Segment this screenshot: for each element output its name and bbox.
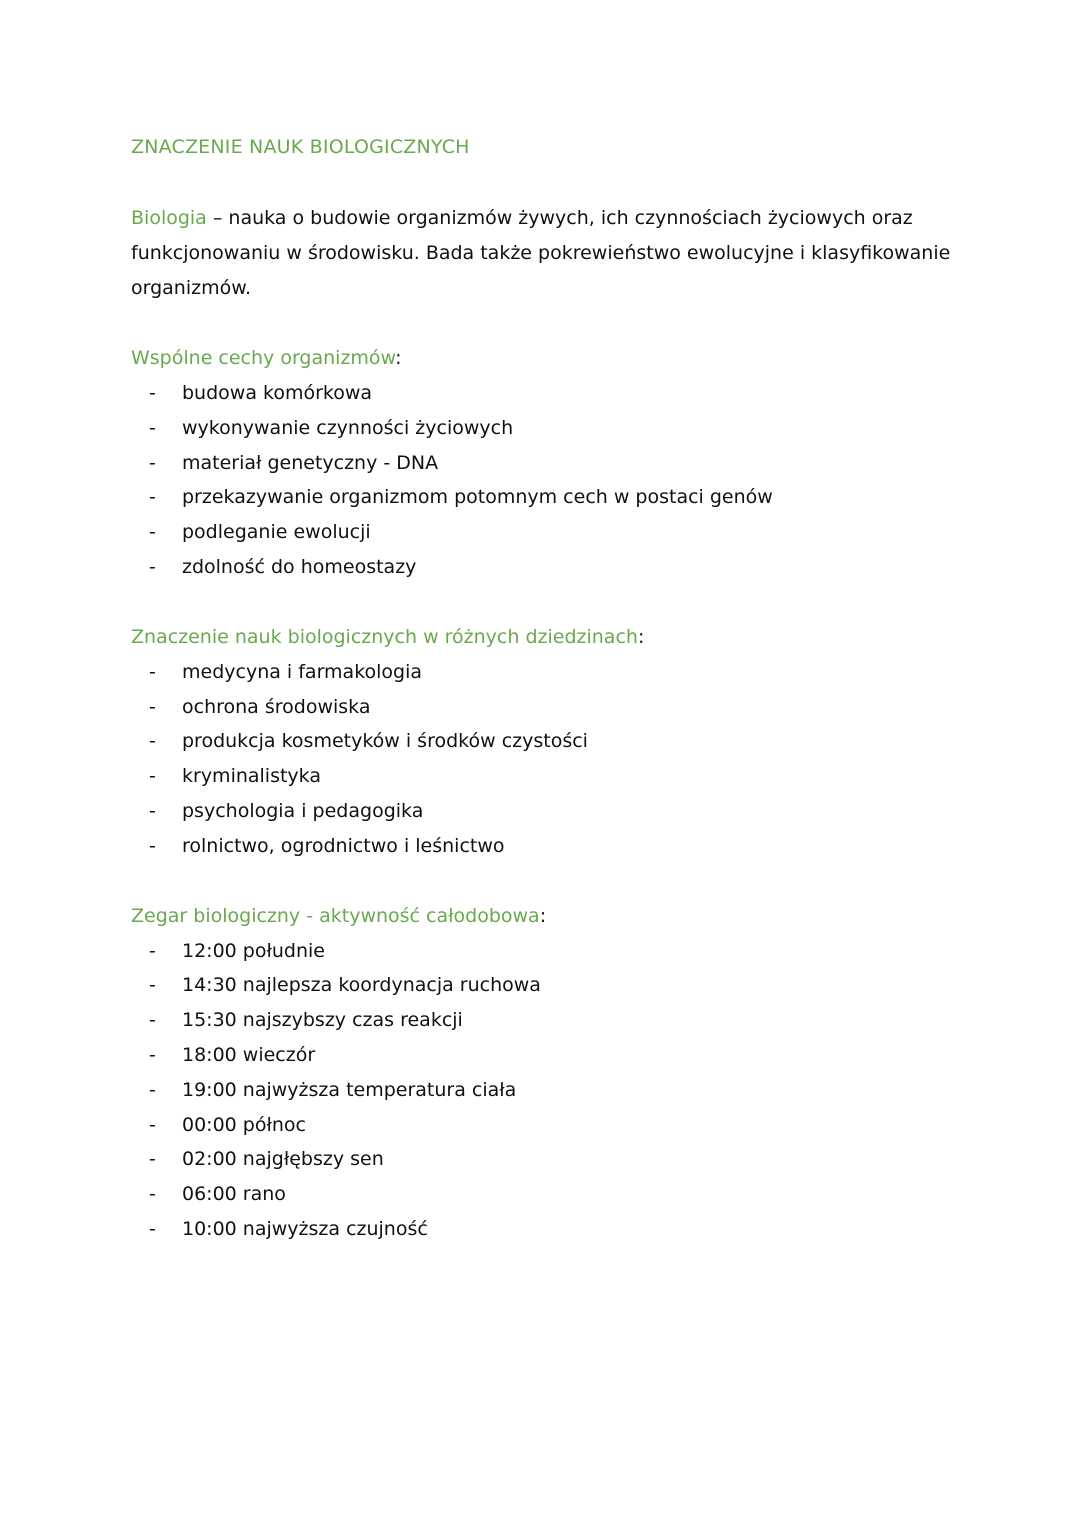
list-item [131, 376, 961, 411]
intro-definition: – nauka o budowie organizmów żywych, ich czynnościach życiowych oraz funkcjonowaniu w środowisku. Bada także pokrewieństwo ewolucyjne i klasyfikowanie organizmów. [131, 207, 951, 299]
list-item [131, 1003, 961, 1038]
dash-bullet-icon: - [149, 555, 156, 578]
list-item [131, 1142, 961, 1177]
dash-bullet-icon: - [149, 1113, 156, 1136]
heading-colon: : [395, 347, 402, 369]
list-item-text: medycyna i farmakologia [182, 660, 423, 683]
intro-term: Biologia [131, 207, 207, 229]
list-item [131, 829, 961, 864]
list-item-text: kryminalistyka [182, 765, 321, 788]
list-item [131, 446, 961, 481]
list-item-text: 19:00 najwyższa temperatura ciała [182, 1078, 517, 1101]
dash-bullet-icon: - [149, 660, 156, 683]
dash-bullet-icon: - [149, 486, 156, 509]
section-heading-text: Wspólne cechy organizmów [131, 347, 396, 369]
list-item-text: budowa komórkowa [182, 382, 373, 404]
list-item [131, 759, 961, 794]
list-item-text: materiał genetyczny - DNA [182, 451, 439, 474]
dash-bullet-icon: - [149, 974, 156, 997]
dash-bullet-icon: - [149, 939, 156, 962]
intro-paragraph [131, 201, 961, 306]
dash-bullet-icon: - [149, 695, 156, 718]
list-item-text: 15:30 najszybszy czas reakcji [182, 1009, 463, 1032]
dash-bullet-icon: - [149, 1148, 156, 1171]
dash-bullet-icon: - [149, 1009, 156, 1032]
bullet-list [131, 376, 961, 585]
list-item [131, 550, 961, 585]
bullet-list [131, 934, 961, 1247]
list-item-text: 06:00 rano [182, 1183, 286, 1206]
section-heading [131, 341, 961, 376]
list-item [131, 480, 961, 515]
dash-bullet-icon: - [149, 1217, 156, 1240]
list-item [131, 655, 961, 690]
heading-colon: : [637, 625, 645, 648]
list-item-text: 02:00 najgłębszy sen [182, 1148, 384, 1171]
dash-bullet-icon: - [149, 521, 156, 544]
list-item [131, 934, 961, 969]
list-item-text: wykonywanie czynności życiowych [182, 416, 514, 439]
dash-bullet-icon: - [149, 1078, 156, 1101]
list-item [131, 1038, 961, 1073]
list-item [131, 724, 961, 759]
section-biological-clock [131, 899, 961, 1247]
list-item [131, 968, 961, 1003]
dash-bullet-icon: - [149, 730, 156, 753]
section-heading-text: Zegar biologiczny - aktywność całodobowa [131, 904, 540, 927]
list-item [131, 794, 961, 829]
list-item [131, 1108, 961, 1143]
dash-bullet-icon: - [149, 1043, 156, 1066]
list-item-text: produkcja kosmetyków i środków czystości [182, 730, 588, 753]
list-item-text: 10:00 najwyższa czujność [182, 1217, 428, 1240]
section-heading-text: Znaczenie nauk biologicznych w różnych dziedzinach [131, 625, 638, 648]
list-item [131, 1073, 961, 1108]
list-item [131, 690, 961, 725]
dash-bullet-icon: - [149, 451, 156, 474]
list-item-text: 12:00 południe [182, 939, 325, 962]
dash-bullet-icon: - [149, 382, 156, 404]
bullet-list [131, 655, 961, 864]
list-item [131, 411, 961, 446]
document-title: ZNACZENIE NAUK BIOLOGICZNYCH [131, 136, 470, 158]
dash-bullet-icon: - [149, 799, 156, 822]
dash-bullet-icon: - [149, 834, 156, 857]
list-item-text: 18:00 wieczór [182, 1043, 316, 1066]
list-item-text: rolnictwo, ogrodnictwo i leśnictwo [182, 834, 505, 857]
list-item-text: 14:30 najlepsza koordynacja ruchowa [182, 974, 541, 997]
section-common-features [131, 341, 961, 585]
dash-bullet-icon: - [149, 765, 156, 788]
list-item-text: podleganie ewolucji [182, 521, 371, 544]
list-item-text: zdolność do homeostazy [182, 555, 417, 578]
list-item [131, 1177, 961, 1212]
dash-bullet-icon: - [149, 416, 156, 439]
list-item-text: psychologia i pedagogika [182, 799, 424, 822]
section-heading [131, 620, 961, 655]
dash-bullet-icon: - [149, 1183, 156, 1206]
section-heading [131, 899, 961, 934]
heading-colon: : [539, 904, 547, 927]
list-item-text: przekazywanie organizmom potomnym cech w postaci genów [182, 486, 773, 509]
document-page [131, 131, 961, 1247]
list-item [131, 1212, 961, 1247]
section-fields-of-application [131, 620, 961, 864]
list-item [131, 515, 961, 550]
list-item-text: ochrona środowiska [182, 695, 371, 718]
list-item-text: 00:00 północ [182, 1113, 306, 1136]
